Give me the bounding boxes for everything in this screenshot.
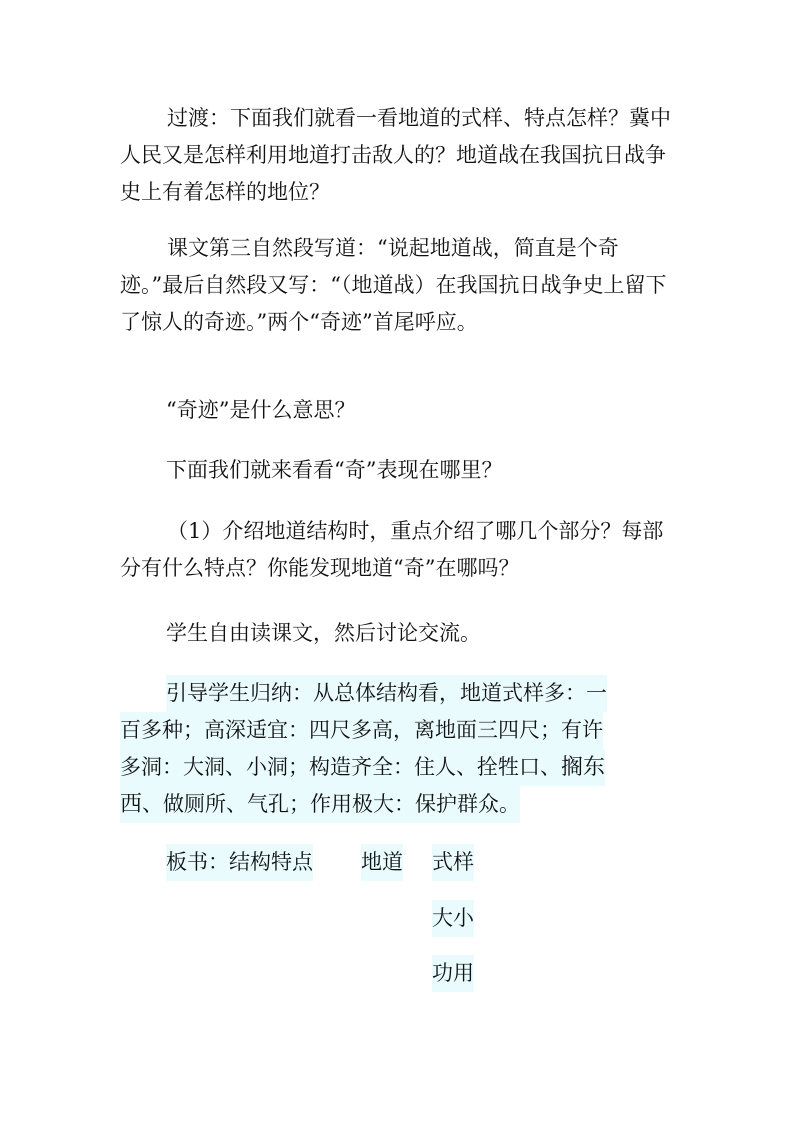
summary-line-4-emphasis: 西 [120, 792, 143, 817]
paragraph-text-analysis: 课文第三自然段写道：“说起地道战，简直是个奇迹。”最后自然段又写：“（地道战）在我国抗日战争史上留下了惊人的奇迹。”两个“奇迹”首尾呼应。 [120, 236, 667, 334]
summary-line-4 [120, 786, 520, 823]
student-activity: 学生自由读课文，然后讨论交流。 [166, 621, 481, 645]
board-center: 地道 [361, 844, 403, 881]
summary-line-3 [120, 749, 605, 786]
question-where-miracle: 下面我们就来看看“奇”表现在哪里？ [166, 458, 503, 482]
summary-line-1: 引导学生归纳：从总体结构看，地道式样多：一 [166, 675, 607, 712]
summary-line-4-text: 、做厕所、气孔；作用极大：保护群众。 [142, 792, 521, 816]
summary-line-3-text: 多洞：大洞、小洞；构造齐全：住人、拴牲口、 [120, 755, 561, 779]
question-miracle-meaning: “奇迹”是什么意思？ [166, 398, 356, 422]
board-item-function: 功用 [432, 955, 474, 992]
board-item-style: 式样 [432, 844, 474, 881]
paragraph-transition: 过渡：下面我们就看一看地道的式样、特点怎样？冀中人民又是怎样利用地道打击敌人的？地道战在我国抗日战争史上有着怎样的地位？ [120, 106, 671, 204]
board-item-size: 大小 [432, 900, 474, 937]
summary-line-2: 百多种；高深适宜：四尺多高，离地面三四尺；有许 [120, 712, 603, 749]
board-label: 板书：结构特点 [166, 844, 313, 881]
summary-line-3-emphasis: 搁东 [561, 755, 606, 780]
question-structure: （1）介绍地道结构时，重点介绍了哪几个部分？每部分有什么特点？你能发现地道“奇”在哪吗？ [120, 519, 664, 580]
